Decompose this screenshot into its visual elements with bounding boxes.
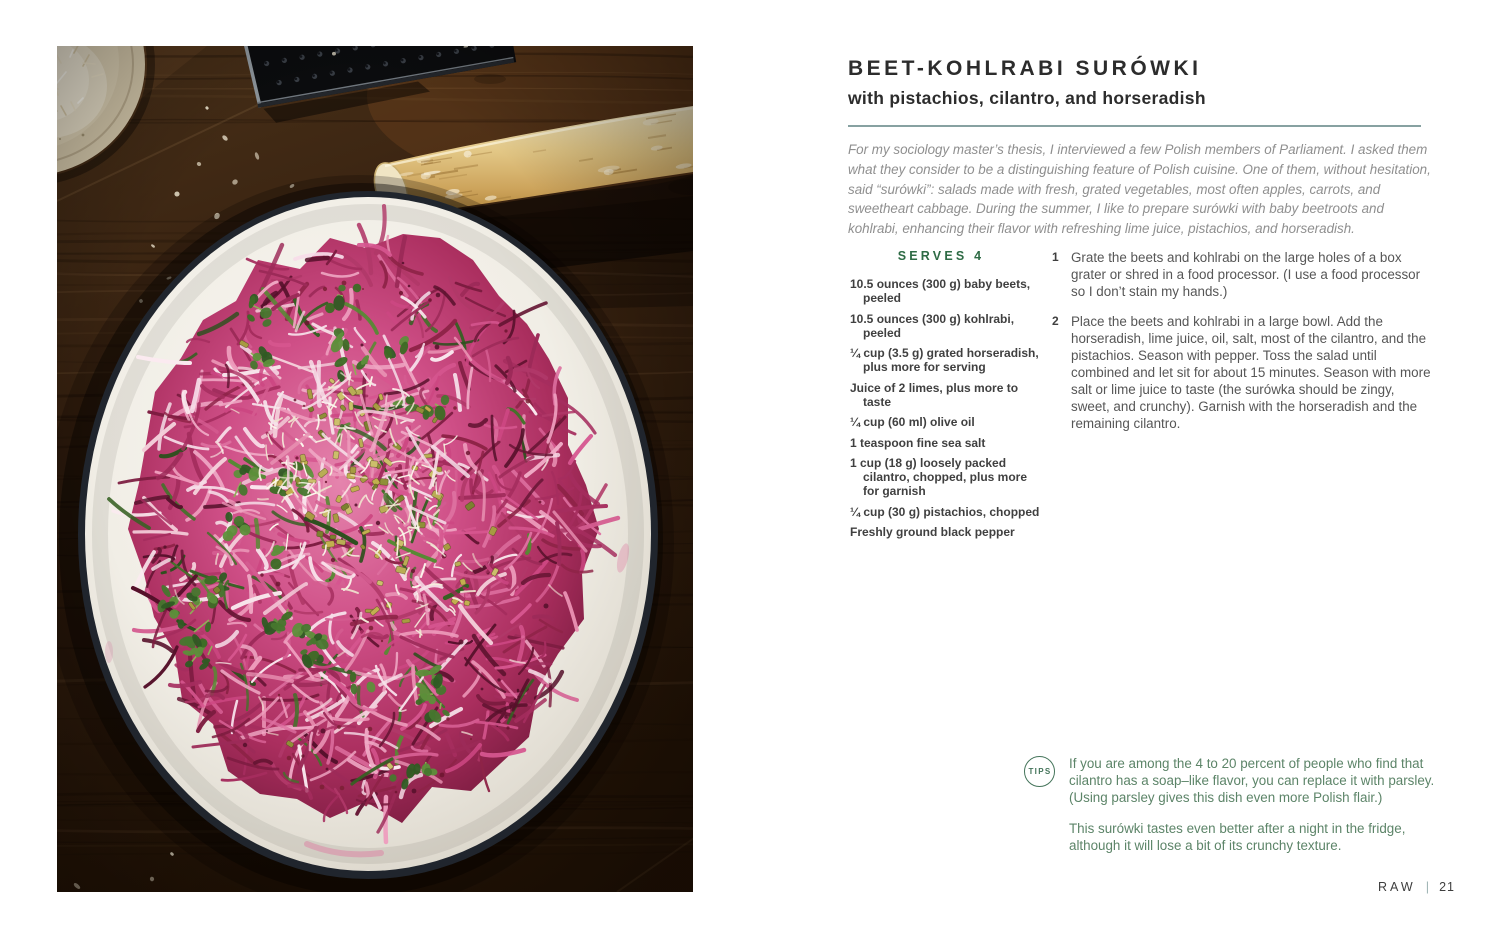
ingredient-item: 10.5 ounces (300 g) kohlrabi, peeled: [850, 311, 1015, 340]
ingredient-item: Freshly ground black pepper: [850, 525, 1015, 539]
instructions-list: [1052, 249, 1436, 445]
recipe-intro: For my sociology master’s thesis, I interviewed a few Polish members of Parliament. I asked them what they consider to be a distinguishing feature of Polish cuisine. One of them, without hesitation, said “surówki”: salads made with fresh, grated vegetables, most often apples, carrots, and sweetheart cabbage. During the summer, I like to prepare surówki with baby beetroots and kohlrabi, enhancing their flavor with refreshing lime juice, pistachios, and horseradish.: [848, 142, 1431, 237]
recipe-header: [848, 56, 1433, 239]
tips-section: [1024, 755, 1444, 868]
ingredient-item: ¼ cup (3.5 g) grated horseradish, plus more for serving: [850, 346, 1039, 374]
serves-label: SERVES 4: [897, 249, 985, 263]
instruction-step: [1052, 249, 1436, 300]
ingredient-item: 10.5 ounces (300 g) baby beets, peeled: [850, 277, 1031, 305]
tips-badge: TIPS: [1024, 756, 1055, 787]
recipe-title: BEET-KOHLRABI SURÓWKI: [848, 57, 1202, 80]
ingredients-list: [850, 277, 1042, 539]
footer-page-number: 21: [1439, 879, 1455, 894]
tip-paragraph: If you are among the 4 to 20 percent of people who find that cilantro has a soap–like flavor, you can replace it with parsley. (Using parsley gives this dish even more Polish flair.): [1069, 756, 1435, 805]
recipe-photo-canvas: [57, 46, 693, 892]
footer-section-label: RAW: [1378, 879, 1416, 894]
ingredient-item: Juice of 2 limes, plus more to taste: [850, 380, 1019, 409]
divider-rule: [848, 125, 1421, 127]
step-number: 2: [1052, 314, 1059, 328]
tips-body: [1069, 755, 1443, 868]
page-footer: [1378, 879, 1455, 894]
step-text: Place the beets and kohlrabi in a large bowl. Add the horseradish, lime juice, oil, salt, most of the cilantro, and the pistachios. Season with pepper. Toss the salad until combined and let sit for about 15 minutes. Season with more salt or lime juice to taste (the surówka should be zingy, sweet, and crunchy). Garnish with the horseradish and the remaining cilantro.: [1071, 314, 1431, 431]
step-text: Grate the beets and kohlrabi on the large holes of a box grater or shred in a food processor. (I use a food processor so I don’t stain my hands.): [1071, 250, 1421, 299]
recipe-subtitle: with pistachios, cilantro, and horseradish: [848, 88, 1206, 108]
ingredient-item: 1 teaspoon fine sea salt: [850, 435, 986, 450]
ingredients-panel: [850, 249, 1042, 546]
footer-separator: |: [1425, 879, 1430, 894]
recipe-photo: [57, 46, 693, 892]
step-number: 1: [1052, 250, 1059, 264]
tip-paragraph: This surówki tastes even better after a night in the fridge, although it will lose a bit of its crunchy texture.: [1069, 821, 1406, 853]
ingredient-item: ¼ cup (30 g) pistachios, chopped: [850, 504, 1040, 519]
instruction-step: [1052, 313, 1436, 432]
ingredient-item: 1 cup (18 g) loosely packed cilantro, chopped, plus more for garnish: [850, 456, 1028, 498]
ingredient-item: ¼ cup (60 ml) olive oil: [850, 415, 975, 429]
